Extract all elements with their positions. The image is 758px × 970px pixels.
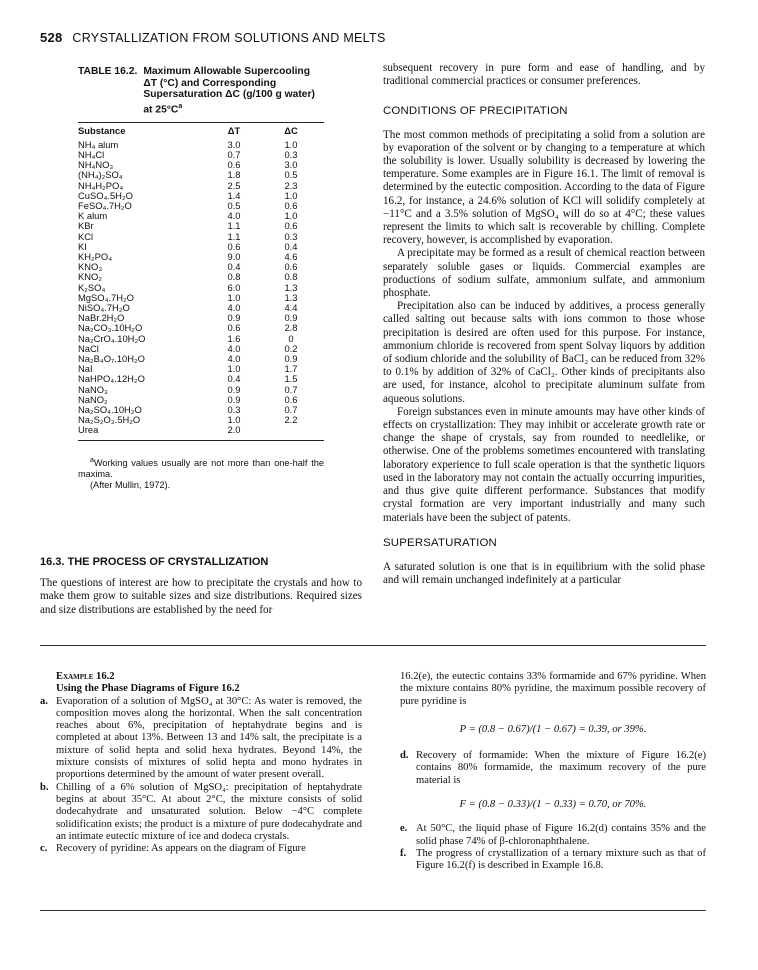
cell-delta-c: 2.8: [284, 322, 298, 334]
cell-delta-t: 0.9: [227, 383, 241, 395]
table-footnote: [78, 455, 324, 491]
cell-delta-t: 3.0: [227, 138, 241, 150]
cell-substance: Na₂B₄O₇.10H₂O: [78, 353, 145, 365]
cell-delta-c: 1.0: [284, 138, 298, 150]
table-16-2: [78, 66, 324, 491]
cell-substance: CuSO₄.5H₂O: [78, 189, 133, 201]
example-top-rule: [40, 645, 706, 646]
cell-substance: Urea: [78, 424, 99, 436]
table-bottom-rule: [78, 440, 324, 441]
cell-delta-c: 4.4: [284, 302, 298, 314]
running-title: CRYSTALLIZATION FROM SOLUTIONS AND MELTS: [72, 31, 386, 45]
running-header: [40, 30, 386, 45]
table-header-row: [78, 123, 324, 140]
cell-delta-t: 6.0: [227, 281, 241, 293]
example-item-f: [400, 848, 706, 873]
equation-formamide-recovery: F = (0.8 − 0.33)/(1 − 0.33) = 0.70, or 70%.: [459, 799, 647, 811]
cell-substance: KBr: [78, 220, 94, 232]
heading-supersaturation: SUPERSATURATION: [383, 536, 497, 549]
cell-substance: KNO₃: [78, 261, 103, 273]
cell-delta-c: 0.6: [284, 200, 298, 212]
example-item-b: [40, 782, 362, 843]
cell-delta-c: 2.2: [284, 414, 298, 426]
column-header-delta-t: ΔT: [227, 124, 241, 136]
table-caption: [78, 66, 324, 116]
item-text: At 50°C, the liquid phase of Figure 16.2(d) contains 35% and the solid phase 74% of β-chloronaphthalene.: [416, 823, 706, 847]
cell-delta-c: 0.9: [284, 353, 298, 365]
cell-substance: KI: [78, 240, 87, 252]
cell-delta-t: 4.0: [227, 210, 241, 222]
example-label: Example 16.2: [56, 671, 115, 682]
cell-substance: KNO₂: [78, 271, 102, 283]
example-16-2-left: [40, 671, 362, 855]
cell-delta-t: 1.4: [227, 189, 241, 201]
cell-delta-t: 1.8: [227, 169, 241, 181]
cell-substance: Na₂SO₄.10H₂O: [78, 404, 142, 416]
cell-substance: FeSO₄.7H₂O: [78, 200, 132, 212]
cell-substance: (NH₄)₂SO₄: [78, 169, 123, 181]
cell-delta-t: 0.4: [227, 261, 241, 273]
cell-delta-c: 1.7: [284, 363, 298, 375]
cell-substance: KCl: [78, 230, 94, 242]
cell-substance: Na₂S₂O₃.5H₂O: [78, 414, 141, 426]
cell-substance: Na₂CrO₄.10H₂O: [78, 332, 146, 344]
cell-delta-c: 0.6: [284, 393, 298, 405]
item-label: e.: [400, 823, 408, 835]
cell-delta-c: 1.0: [284, 210, 298, 222]
supersaturation-paragraph-1: A saturated solution is one that is in equilibrium with the solid phase and will remain unchanged indefinitely at a particular: [383, 560, 705, 587]
cell-delta-t: 0.6: [227, 322, 241, 334]
example-item-d: [400, 750, 706, 787]
cell-delta-t: 0.6: [227, 159, 241, 171]
cell-delta-t: 1.6: [227, 332, 241, 344]
cell-delta-t: 0.9: [227, 312, 241, 324]
table-source: (After Mullin, 1972).: [90, 479, 171, 490]
item-text: Recovery of formamide: When the mixture of Figure 16.2(e) contains 80% formamide, the maximum recovery of the pure material is: [416, 750, 706, 786]
example-item-e: [400, 823, 706, 848]
cell-delta-t: 4.0: [227, 342, 241, 354]
cell-substance: Na₂CO₃.10H₂O: [78, 322, 143, 334]
item-text: Evaporation of a solution of MgSO₄ at 30°C: As water is removed, the composition moves along the horizontal. When the salt concentration reaches about 6%, precipitation of heptahydrate begins and is completed at about 13%. Between 13 and 14% salt, the precipitate is a mixture of solid hepta and solid hexa hydrates. Beyond 14%, the mixture consists of mixtures of solid hepta and mono hydrates in proportions determined by the amount of water present overall.: [56, 695, 362, 781]
cell-substance: NH₄Cl: [78, 149, 105, 160]
cell-delta-c: 0.2: [284, 342, 298, 354]
caption-footnote-marker: a: [178, 102, 183, 110]
cell-delta-c: 0.7: [284, 404, 298, 416]
table-row: [78, 425, 324, 435]
footnote-text: $^a$Working values usually are not more than one-half the maxima.: [78, 456, 324, 479]
supercooling-table: [78, 123, 324, 436]
column-header-delta-c: ΔC: [284, 124, 298, 136]
item-label: c.: [40, 843, 48, 855]
cell-delta-t: 9.0: [227, 251, 241, 263]
section-heading-16-3: 16.3. THE PROCESS OF CRYSTALLIZATION: [40, 556, 269, 568]
conditions-paragraph-1: The most common methods of precipitating a solid from a solution are by evaporation of the solvent or by changing to a temperature at which the solubility is lower. Usually solubility is decreased by lowering the temperature. Some examples are in Figure 16.1. The limit of removal is determined by the eutectic composition. According to the data of Figure 16.2, for instance, a 24.6% solution of KCl will solidify completely at −11°C and a 3.5% solution of MgSO₄ will do so at 4°C; these values represent the limits to which salt is recoverable by chilling. Complete recovery, however, is accomplished by evaporation.: [383, 128, 705, 247]
cell-delta-t: 0.7: [227, 149, 241, 160]
item-text: The progress of crystallization of a ternary mixture such as that of Figure 16.2(f) is described in Example 16.8.: [416, 847, 706, 872]
cell-delta-t: 0.6: [227, 240, 241, 252]
cell-substance: NiSO₄.7H₂O: [78, 302, 130, 314]
cell-delta-c: 4.6: [284, 251, 298, 263]
cell-delta-t: 4.0: [227, 353, 241, 365]
equation-pyridine-recovery: P = (0.8 − 0.67)/(1 − 0.67) = 0.39, or 39%.: [459, 723, 647, 735]
cell-substance: NH₄NO₃: [78, 159, 114, 171]
cell-delta-c: 0: [288, 332, 294, 344]
cell-delta-t: 0.5: [227, 200, 241, 212]
item-label: b.: [40, 781, 49, 793]
cell-delta-c: 2.3: [284, 179, 298, 191]
cell-substance: KH₂PO₄: [78, 251, 113, 263]
cell-delta-c: 0.8: [284, 271, 298, 283]
example-bottom-rule: [40, 910, 706, 911]
item-c-continuation: 16.2(e), the eutectic contains 33% formamide and 67% pyridine. When the mixture contains 80% pyridine, the maximum possible recovery of pure pyridine is: [400, 671, 706, 707]
cell-delta-t: 1.0: [227, 291, 241, 303]
cell-substance: MgSO₄.7H₂O: [78, 291, 134, 303]
cell-delta-c: [258, 425, 324, 435]
section-16-3-paragraph: The questions of interest are how to precipitate the crystals and how to make them grow to suitable sizes and size distributions. Required sizes and size distributions are established by the need for: [40, 577, 362, 616]
cell-substance: NaBr.2H₂O: [78, 312, 125, 324]
cell-substance: K₂SO₄: [78, 281, 106, 293]
cell-delta-t: 1.1: [227, 220, 241, 232]
cell-delta-t: 2.5: [227, 179, 241, 191]
cell-delta-t: 0.3: [227, 404, 241, 416]
right-column: [383, 62, 705, 587]
table-caption-text: Maximum Allowable Supercooling ΔT (°C) and Corresponding Supersaturation ΔC (g/100 g water) at $25^\circ C^a$: [143, 66, 315, 116]
cell-delta-c: 0.6: [284, 220, 298, 232]
cell-delta-c: 0.3: [284, 149, 298, 160]
cell-substance: NaNO₂: [78, 393, 108, 405]
cell-delta-c: 1.3: [284, 291, 298, 303]
cell-delta-c: 0.7: [284, 383, 298, 395]
cell-delta-c: 0.9: [284, 312, 298, 324]
continued-paragraph: subsequent recovery in pure form and ease of handling, and by traditional commercial practices or consumer preferences.: [383, 62, 705, 88]
cell-substance: NaCl: [78, 342, 99, 354]
example-item-a: [40, 696, 362, 782]
cell-delta-t: 1.0: [227, 414, 241, 426]
example-item-c: [40, 843, 362, 855]
cell-delta-t: 4.0: [227, 302, 241, 314]
cell-delta-t: 0.9: [227, 393, 241, 405]
cell-delta-t: 0.4: [227, 373, 241, 385]
cell-delta-c: 1.5: [284, 373, 298, 385]
table-body: [78, 140, 324, 436]
table-label: TABLE 16.2.: [78, 66, 138, 77]
heading-conditions-of-precipitation: CONDITIONS OF PRECIPITATION: [383, 105, 568, 118]
cell-delta-t: 2.0: [227, 424, 241, 436]
cell-delta-c: 0.3: [284, 230, 298, 242]
table-row: [78, 415, 324, 425]
cell-substance: NaHPO₄.12H₂O: [78, 373, 145, 385]
cell-delta-c: 0.5: [284, 169, 298, 181]
conditions-paragraph-2: A precipitate may be formed as a result of chemical reaction between separately soluble gases or liquids. Commercial examples are productions of sodium sulfate, ammonium sulfate, and ammonium phosphate.: [383, 247, 705, 300]
item-label: a.: [40, 695, 48, 707]
cell-delta-t: 0.8: [227, 271, 241, 283]
cell-delta-c: 3.0: [284, 159, 298, 171]
cell-delta-t: 1.1: [227, 230, 241, 242]
item-label: f.: [400, 847, 407, 859]
cell-delta-t: 1.0: [227, 363, 241, 375]
cell-substance: NaNO₃: [78, 383, 108, 395]
example-16-2-right: [400, 671, 706, 873]
column-header-substance: Substance: [78, 124, 126, 136]
item-text: Recovery of pyridine: As appears on the diagram of Figure: [56, 843, 306, 855]
cell-substance: NaI: [78, 363, 93, 375]
conditions-paragraph-4: Foreign substances even in minute amounts may have other kinds of effects on crystallization: They may inhibit or accelerate growth rate or change the shape of crystals, say from rounded to needlelike, or otherwise. One of the problems sometimes encountered with translating laboratory experience to full scale operation is that the synthetic liquors used in the laboratory may not contain the actually occurring impurities, and thus give quite different performance. Substances that modify crystal formation are very important industrially and many such materials have been the subject of patents.: [383, 405, 705, 524]
cell-substance: K alum: [78, 210, 108, 222]
page-number: 528: [40, 30, 63, 45]
cell-delta-c: 1.0: [284, 189, 298, 201]
example-title: Using the Phase Diagrams of Figure 16.2: [56, 683, 240, 695]
conditions-paragraph-3: Precipitation also can be induced by additives, a process generally called salting out because salts with ions common to those whose precipitation is desired are often used for this purpose. For instance, ammonium chloride is recovered from spent Solvay liquors by addition of sodium chloride and the solubility of BaCl₂ can be reduced from 32% to 0.1% by addition of 32% of CaCl₂. Other kinds of precipitants also are used, for instance, alcohol to precipitate aluminum sulfate from aqueous solutions.: [383, 300, 705, 405]
cell-substance: NH₄ alum: [78, 138, 119, 150]
cell-delta-c: 1.3: [284, 281, 298, 293]
cell-substance: NH₄H₂PO₄: [78, 179, 124, 191]
item-label: d.: [400, 750, 409, 762]
cell-delta-c: 0.4: [284, 240, 298, 252]
cell-delta-c: 0.6: [284, 261, 298, 273]
footnote-marker: a: [90, 456, 94, 464]
item-text: Chilling of a 6% solution of MgSO₄: precipitation of heptahydrate begins at about 35°C. At about 2°C, the mixture consists of solid dodecahydrate and unsaturated solution. Below −4°C complete solidification exists; the product is a mixture of pure dodecahydrate and an intimate eutectic mixture of ice and dodeca crystals.: [56, 781, 362, 842]
